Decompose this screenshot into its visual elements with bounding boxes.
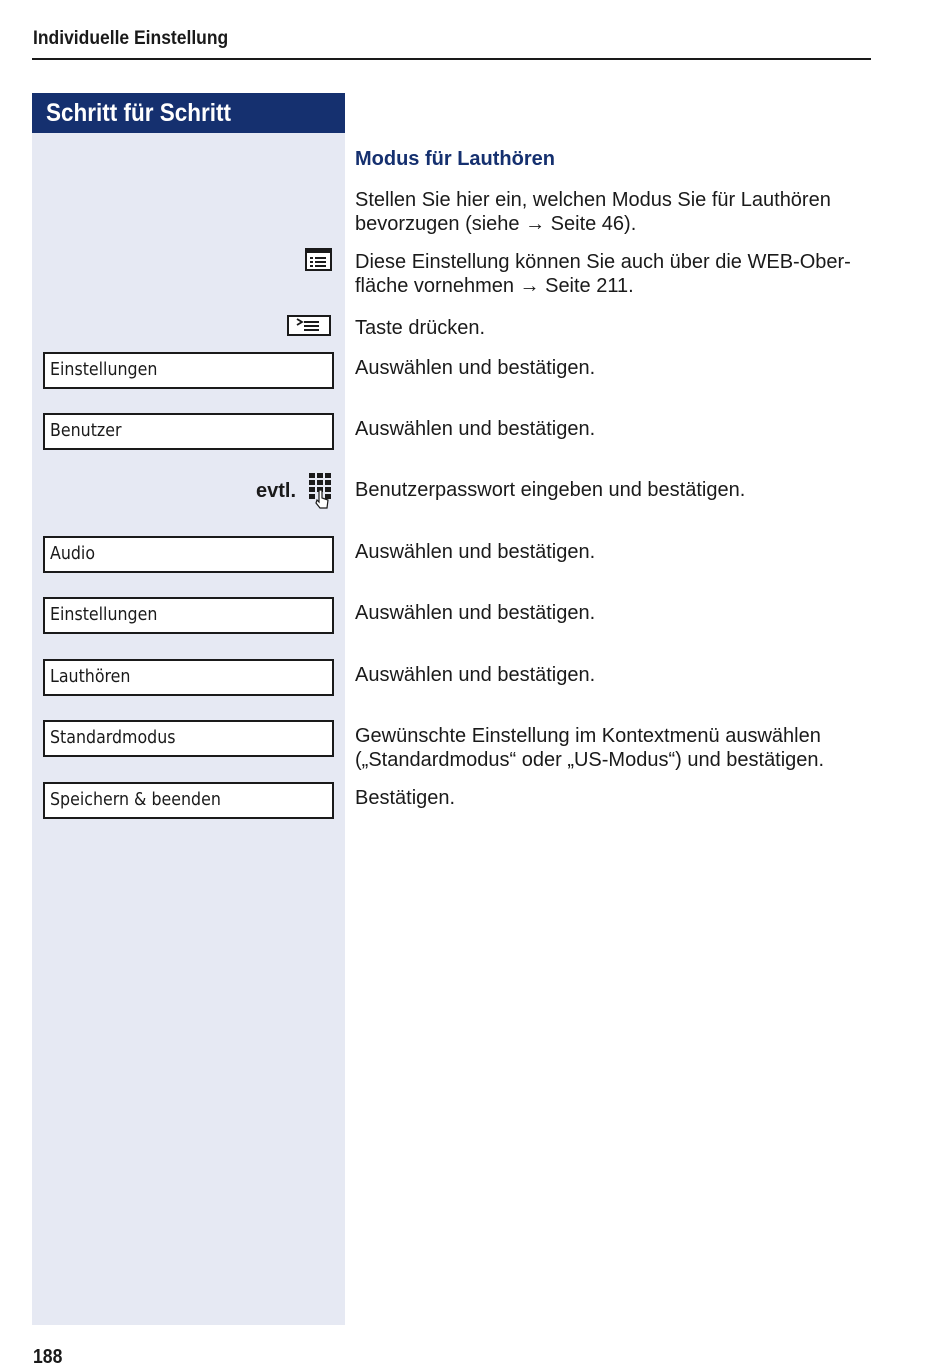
sidebar-title: Schritt für Schritt xyxy=(46,99,232,127)
menu-item-label: Speichern & beenden xyxy=(50,789,221,810)
evtl-label: evtl. xyxy=(256,480,297,502)
sidebar-header xyxy=(32,93,345,133)
web-line: fläche vornehmen → Seite 211. xyxy=(355,275,634,297)
confirm-text: Bestätigen. xyxy=(355,787,456,809)
header-rule xyxy=(32,58,871,60)
step-text: Auswählen und bestätigen. xyxy=(355,357,596,379)
menu-item-speichern-beenden[interactable] xyxy=(43,782,334,819)
web-line: Diese Einstellung können Sie auch über die WEB-Ober- xyxy=(355,251,851,273)
context-line: („Standardmodus“ oder „US-Modus“) und bestätigen. xyxy=(355,749,825,771)
menu-item-lauthoeren[interactable] xyxy=(43,659,334,696)
intro-line: Stellen Sie hier ein, welchen Modus Sie für Lauthören xyxy=(355,189,831,211)
menu-item-standardmodus[interactable] xyxy=(43,720,334,757)
intro-text xyxy=(355,188,895,236)
menu-item-label: Einstellungen xyxy=(50,604,158,625)
password-text: Benutzerpasswort eingeben und bestätigen. xyxy=(355,479,746,501)
step-text: Auswählen und bestätigen. xyxy=(355,418,596,440)
press-key-text: Taste drücken. xyxy=(355,317,486,339)
menu-item-label: Benutzer xyxy=(50,420,122,441)
menu-item-label: Audio xyxy=(50,543,96,564)
context-menu-text xyxy=(355,724,895,772)
intro-line: bevorzugen (siehe → Seite 46). xyxy=(355,213,637,235)
menu-item-label: Standardmodus xyxy=(50,727,176,748)
step-text: Auswählen und bestätigen. xyxy=(355,602,596,624)
running-header: Individuelle Einstellung xyxy=(33,28,229,49)
step-text: Auswählen und bestätigen. xyxy=(355,541,596,563)
section-title: Modus für Lauthören xyxy=(355,148,555,170)
menu-item-benutzer[interactable] xyxy=(43,413,334,450)
web-text xyxy=(355,250,895,298)
context-line: Gewünschte Einstellung im Kontextmenü auswählen xyxy=(355,725,821,747)
menu-item-label: Einstellungen xyxy=(50,359,158,380)
menu-item-label: Lauthören xyxy=(50,666,131,687)
menu-key-icon xyxy=(287,315,331,336)
menu-item-audio[interactable] xyxy=(43,536,334,573)
step-text: Auswählen und bestätigen. xyxy=(355,664,596,686)
page-number: 188 xyxy=(33,1346,63,1368)
keypad-icon xyxy=(308,472,333,510)
menu-item-einstellungen-2[interactable] xyxy=(43,597,334,634)
web-interface-icon xyxy=(305,248,332,271)
menu-item-einstellungen[interactable] xyxy=(43,352,334,389)
step-sidebar xyxy=(32,93,345,1325)
